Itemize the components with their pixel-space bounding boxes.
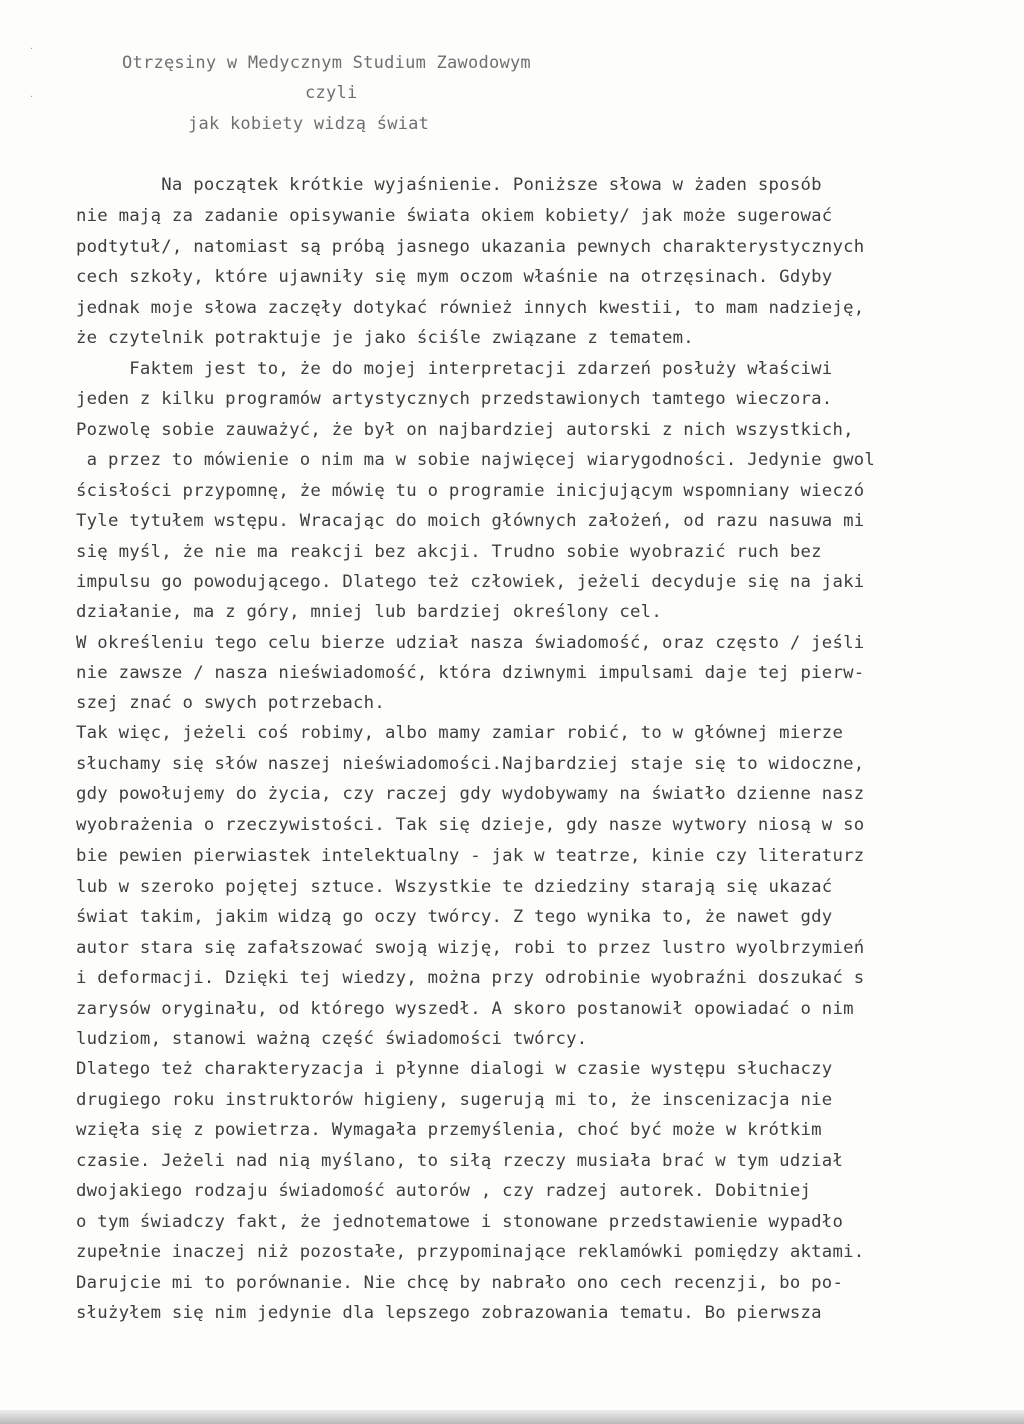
text-line: jeden z kilku programów artystycznych przedstawionych tamtego wieczora. — [76, 389, 833, 409]
text-line: Pozwolę sobie zauważyć, że był on najbardziej autorski z nich wszystkich, — [76, 420, 854, 440]
text-line: lub w szeroko pojętej sztuce. Wszystkie te dziedziny starają się ukazać — [76, 877, 833, 897]
text-line: służyłem się nim jedynie dla lepszego zobrazowania tematu. Bo pierwsza — [76, 1303, 822, 1323]
text-line: Dlatego też charakteryzacja i płynne dialogi w czasie występu słuchaczy — [76, 1059, 833, 1079]
text-line: Tyle tytułem wstępu. Wracając do moich głównych założeń, od razu nasuwa mi — [76, 511, 865, 531]
text-line: drugiego roku instruktorów higieny, sugerują mi to, że inscenizacja nie — [76, 1090, 833, 1110]
text-line: zarysów oryginału, od którego wyszedł. A skoro postanowił opowiadać o nim — [76, 999, 854, 1019]
text-line: nie zawsze / nasza nieświadomość, która dziwnymi impulsami daje tej pierw- — [76, 663, 865, 683]
text-line: Darujcie mi to porównanie. Nie chcę by nabrało ono cech recenzji, bo po- — [76, 1273, 844, 1293]
text-line: Na początek krótkie wyjaśnienie. Poniższe słowa w żaden sposób — [76, 175, 822, 195]
text-line: podtytuł/, natomiast są próbą jasnego ukazania pewnych charakterystycznych — [76, 237, 865, 257]
margin-dot-mark: · — [30, 44, 34, 55]
text-line: zupełnie inaczej niż pozostałe, przypominające reklamówki pomiędzy aktami. — [76, 1242, 865, 1262]
text-line: ludziom, stanowi ważną część świadomości twórcy. — [76, 1029, 588, 1049]
text-line: działanie, ma z góry, mniej lub bardziej określony cel. — [76, 602, 662, 622]
text-line: impulsu go powodującego. Dlatego też człowiek, jeżeli decyduje się na jaki — [76, 572, 865, 592]
text-line: że czytelnik potraktuje je jako ściśle związane z tematem. — [76, 328, 694, 348]
margin-dot-mark: · — [30, 92, 34, 103]
text-line: jednak moje słowa zaczęły dotykać również innych kwestii, to mam nadzieję, — [76, 298, 865, 318]
text-line: świat takim, jakim widzą go oczy twórcy. Z tego wynika to, że nawet gdy — [76, 907, 833, 927]
text-line: słuchamy się słów naszej nieświadomości.Najbardziej staje się to widoczne, — [76, 754, 865, 774]
text-line: czasie. Jeżeli nad nią myślano, to siłą rzeczy musiała brać w tym udział — [76, 1151, 844, 1171]
text-line: a przez to mówienie o nim ma w sobie najwięcej wiarygodności. Jedynie gwol — [76, 450, 876, 470]
text-line: Tak więc, jeżeli coś robimy, albo mamy zamiar robić, to w głównej mierze — [76, 723, 844, 743]
title-line-1: Otrzęsiny w Medycznym Studium Zawodowym — [122, 53, 531, 73]
text-line: gdy powołujemy do życia, czy raczej gdy wydobywamy na światło dzienne nasz — [76, 784, 865, 804]
text-line: Faktem jest to, że do mojej interpretacji zdarzeń posłuży właściwi — [76, 359, 833, 379]
text-line: cech szkoły, które ujawniły się mym oczom właśnie na otrzęsinach. Gdyby — [76, 267, 833, 287]
title-line-2: czyli — [305, 83, 358, 103]
text-line: W określeniu tego celu bierze udział nasza świadomość, oraz często / jeśli — [76, 633, 865, 653]
text-line: autor stara się zafałszować swoją wizję, robi to przez lustro wyolbrzymień — [76, 938, 865, 958]
text-line: o tym świadczy fakt, że jednotematowe i stonowane przedstawienie wypadło — [76, 1212, 844, 1232]
text-line: nie mają za zadanie opisywanie świata okiem kobiety/ jak może sugerować — [76, 206, 833, 226]
text-line: i deformacji. Dzięki tej wiedzy, można przy odrobinie wyobraźni doszukać s — [76, 968, 865, 988]
text-line: się myśl, że nie ma reakcji bez akcji. Trudno sobie wyobrazić ruch bez — [76, 542, 822, 562]
text-line: wzięła się z powietrza. Wymagała przemyślenia, choć być może w krótkim — [76, 1120, 822, 1140]
text-line: dwojakiego rodzaju świadomość autorów , czy radzej autorek. Dobitniej — [76, 1181, 812, 1201]
text-line: bie pewien pierwiastek intelektualny - jak w teatrze, kinie czy literaturz — [76, 846, 865, 866]
text-line: ścisłości przypomnę, że mówię tu o programie inicjującym wspomniany wieczó — [76, 481, 865, 501]
title-line-3: jak kobiety widzą świat — [188, 114, 430, 134]
scan-bottom-edge — [0, 1410, 1024, 1424]
text-line: wyobrażenia o rzeczywistości. Tak się dzieje, gdy nasze wytwory niosą w so — [76, 815, 865, 835]
text-line: szej znać o swych potrzebach. — [76, 693, 385, 713]
